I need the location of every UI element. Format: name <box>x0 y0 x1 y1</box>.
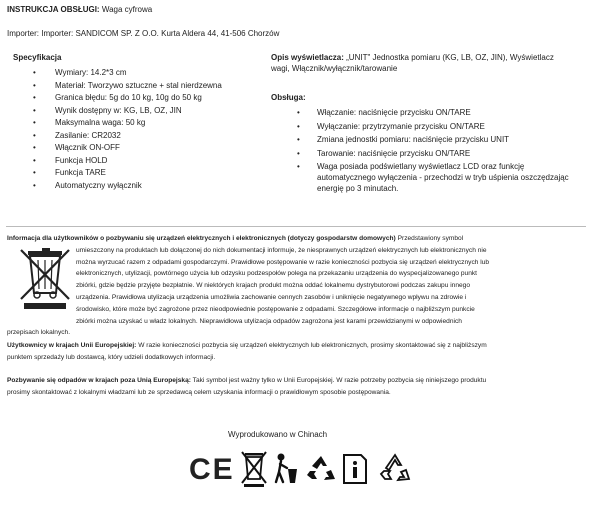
eu-line: punktem sprzedaży lub dostawcą, który udzieli dodatkowych informacji. <box>7 353 216 361</box>
info-first-line <box>7 233 587 245</box>
non-eu-line: Taki symbol jest ważny tylko w Unii Europejskiej. W razie potrzeby pozbycia się niniejszego produktu <box>190 377 487 384</box>
obsluga-heading: Obsługa: <box>271 93 306 102</box>
info-line: przepisach lokalnych. <box>7 329 71 337</box>
eu-heading: Użytkownicy w krajach Unii Europejskiej: <box>7 342 137 349</box>
ce-mark-icon: CE <box>189 453 235 486</box>
spec-section <box>13 52 263 192</box>
info-line: Przedstawiony symbol <box>397 235 464 242</box>
obsluga-section <box>271 92 571 194</box>
obsluga-item: • Waga posiada podświetlany wyświetlacz LCD oraz funkcję automatycznego wyłączenia - przechodzi w tryb uśpienia oszczędzając energię po 3 minutach. <box>271 161 571 194</box>
spec-item: • Funkcja HOLD <box>13 155 263 166</box>
importer-line: Importer: Importer: SANDICOM SP. Z O.O. Kurta Aldera 44, 41-506 Chorzów <box>7 29 280 38</box>
info-line: można wyrzucać razem z odpadami gospodarczymi. Prawidłowe postępowanie w razie konieczności pozbycia się urządzeń elektrycznych lub <box>76 258 490 266</box>
info-line: środowisko, które może być zagrożone przez nieodpowiednie postępowanie z odpadami. Szczegółowe informacje o najbliższym punkcie <box>76 305 475 313</box>
spec-item: • Wymiary: 14.2*3 cm <box>13 67 263 78</box>
recycle-icon <box>305 453 337 485</box>
obsluga-list <box>271 107 571 194</box>
eu-line: W razie konieczności pozbycia się urządzeń elektrycznych lub elektronicznych, prosimy skontaktować się z najbliższym <box>136 342 487 349</box>
display-text: „UNIT" Jednostka pomiaru (KG, LB, OZ, JIN), Wyświetlacz wagi, Włącznik/wyłącznik/tarowanie <box>271 53 554 73</box>
spec-item: • Granica błędu: 5g do 10 kg, 10g do 50 kg <box>13 92 263 103</box>
info-line: umieszczony na produktach lub dołączonej do nich dokumentacji informuje, że niesprawnych urządzeń elektrycznych lub elektronicznych nie <box>76 246 487 254</box>
spec-item: • Automatyczny wyłącznik <box>13 180 263 191</box>
info-line: zbiórki, gdzie będzie przyjęte bezpłatnie. W niektórych krajach produkt można oddać lokalnemu dystrybutorowi podczas zakupu innego <box>76 282 471 290</box>
doc-title-product: Waga cyfrowa <box>99 5 153 14</box>
spec-item: • Materiał: Tworzywo sztuczne + stal nierdzewna <box>13 80 263 91</box>
tidyman-icon <box>273 452 299 486</box>
mobius-loop-icon <box>378 451 412 487</box>
info-line: elektronicznych, utylizacji, powtórnego użycia lub odzysku podzespołów polega na przekazaniu urządzenia do wyspecjalizowanego punkt <box>76 270 477 278</box>
obsluga-item: • Zmiana jednostki pomiaru: naciśnięcie przycisku UNIT <box>271 134 571 145</box>
spec-item: • Maksymalna waga: 50 kg <box>13 117 263 128</box>
obsluga-item: • Tarowanie: naciśnięcie przycisku ON/TARE <box>271 148 571 159</box>
spec-item: • Zasilanie: CR2032 <box>13 130 263 141</box>
doc-title <box>7 4 152 15</box>
weee-bin-icon <box>240 450 268 488</box>
doc-title-label: INSTRUKCJA OBSŁUGI: <box>7 5 100 14</box>
spec-item: • Włącznik ON-OFF <box>13 142 263 153</box>
made-in-label: Wyprodukowano w Chinach <box>228 430 328 439</box>
eu-section <box>7 340 587 364</box>
read-manual-icon <box>341 452 369 486</box>
spec-list <box>13 67 263 191</box>
info-section <box>7 233 587 339</box>
spec-heading: Specyfikacja <box>13 53 62 62</box>
spec-item: • Funkcja TARE <box>13 167 263 178</box>
non-eu-line: prosimy skontaktować z lokalnymi władzami lub ze sprzedawcą celem uzyskania informacji o prawidłowym sposobie postępowania. <box>7 388 391 396</box>
non-eu-heading: Pozbywanie się odpadów w krajach poza Unią Europejską: <box>7 377 191 384</box>
obsluga-item: • Włączanie: naciśnięcie przycisku ON/TARE <box>271 107 571 118</box>
non-eu-section <box>7 375 587 399</box>
display-heading: Opis wyświetlacza: <box>271 53 344 62</box>
spec-item: • Wynik dostępny w: KG, LB, OZ, JIN <box>13 105 263 116</box>
obsluga-item: • Wyłączanie: przytrzymanie przycisku ON/TARE <box>271 121 571 132</box>
info-heading: Informacja dla użytkowników o pozbywaniu się urządzeń elektrycznych i elektronicznych (dotyczy gospodarstw domowych) <box>7 235 396 242</box>
display-description <box>271 52 571 74</box>
info-line: urządzenia. Prawidłowa utylizacja urządzenia umożliwia zachowanie cennych zasobów i uniknięcie negatywnego wpływu na zdrowie i <box>76 293 467 301</box>
section-divider <box>6 226 586 227</box>
info-line: zbiórki można uzyskać u władz lokalnych. Nieprawidłowa utylizacja odpadów zagrożona jest karami przewidzianymi w odpowiednich <box>76 317 462 325</box>
